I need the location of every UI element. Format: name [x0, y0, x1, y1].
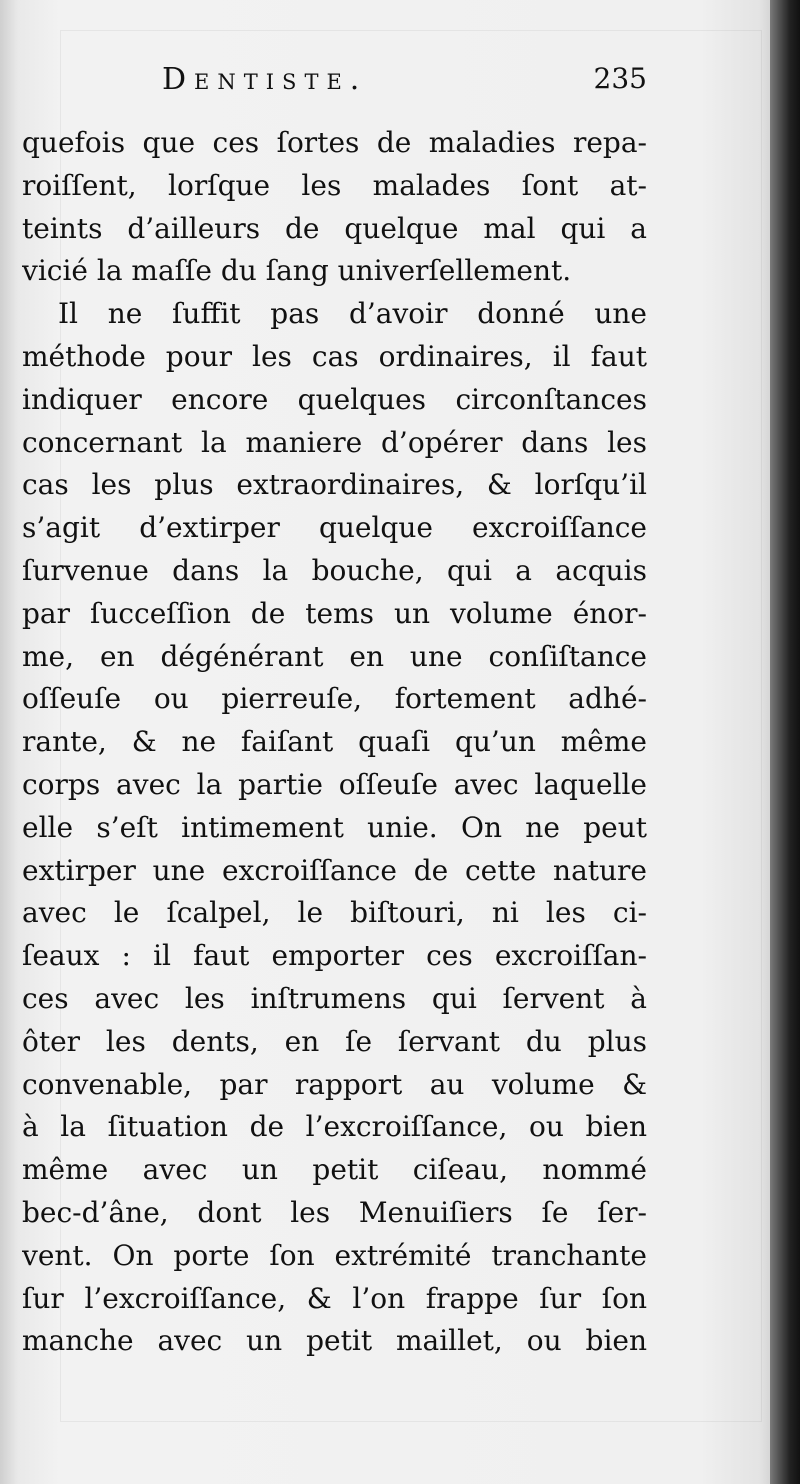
page-edge-shadow: [770, 0, 800, 1484]
text-line: méthode pour les cas ordinaires, il faut: [22, 339, 647, 373]
text-line: corps avec la partie oſſeuſe avec laquelle: [22, 767, 647, 801]
text-line: elle s’eſt intimement unie. On ne peut: [22, 810, 647, 844]
text-line: ôter les dents, en ſe ſervant du plus: [22, 1024, 647, 1058]
text-line: me, en dégénérant en une conſiſtance: [22, 639, 647, 673]
text-line: s’agit d’extirper quelque excroiſſance: [22, 511, 647, 545]
text-line: teints d’ailleurs de quelque mal qui a: [22, 211, 647, 245]
text-line: ces avec les inſtrumens qui ſervent à: [22, 981, 647, 1015]
text-line: même avec un petit ciſeau, nommé: [22, 1153, 647, 1187]
page-header: [22, 52, 647, 106]
text-line: vent. On porte ſon extrémité tranchante: [22, 1238, 647, 1272]
text-line: rante, & ne faiſant quaſi qu’un même: [22, 725, 647, 759]
text-line: ſurvenue dans la bouche, qui a acquis: [22, 553, 647, 587]
text-line: bec-d’âne, dont les Menuiſiers ſe ſer-: [22, 1195, 647, 1229]
text-line: à la ſituation de l’excroiſſance, ou bien: [22, 1110, 647, 1144]
text-line: roiſſent, lorſque les malades ſont at-: [22, 168, 647, 202]
page-number: 235: [593, 62, 647, 95]
body-text: [22, 122, 647, 1363]
text-line: ſur l’excroiſſance, & l’on frappe ſur ſon: [22, 1281, 647, 1315]
text-line: vicié la maſſe du ſang univerſellement.: [22, 254, 572, 288]
text-line: manche avec un petit maillet, ou bien: [22, 1324, 647, 1358]
text-line: oſſeuſe ou pierreuſe, fortement adhé-: [22, 682, 647, 716]
text-line: concernant la maniere d’opérer dans les: [22, 425, 647, 459]
text-line: avec le ſcalpel, le biſtouri, ni les ci-: [22, 896, 647, 930]
text-line: convenable, par rapport au volume &: [22, 1067, 647, 1101]
text-line: cas les plus extraordinaires, & lorſqu’il: [22, 468, 647, 502]
text-line: extirper une excroiſſance de cette nature: [22, 853, 647, 887]
text-line: par ſucceſſion de tems un volume énor-: [22, 596, 647, 630]
text-line: Il ne ſuffit pas d’avoir donné une: [58, 297, 647, 331]
text-line: quefois que ces ſortes de maladies repa-: [22, 126, 647, 159]
running-title: Dentiste.: [162, 62, 368, 97]
text-line: indiquer encore quelques circonſtances: [22, 382, 647, 416]
text-line: ſeaux : il faut emporter ces excroiſſan-: [22, 939, 647, 973]
